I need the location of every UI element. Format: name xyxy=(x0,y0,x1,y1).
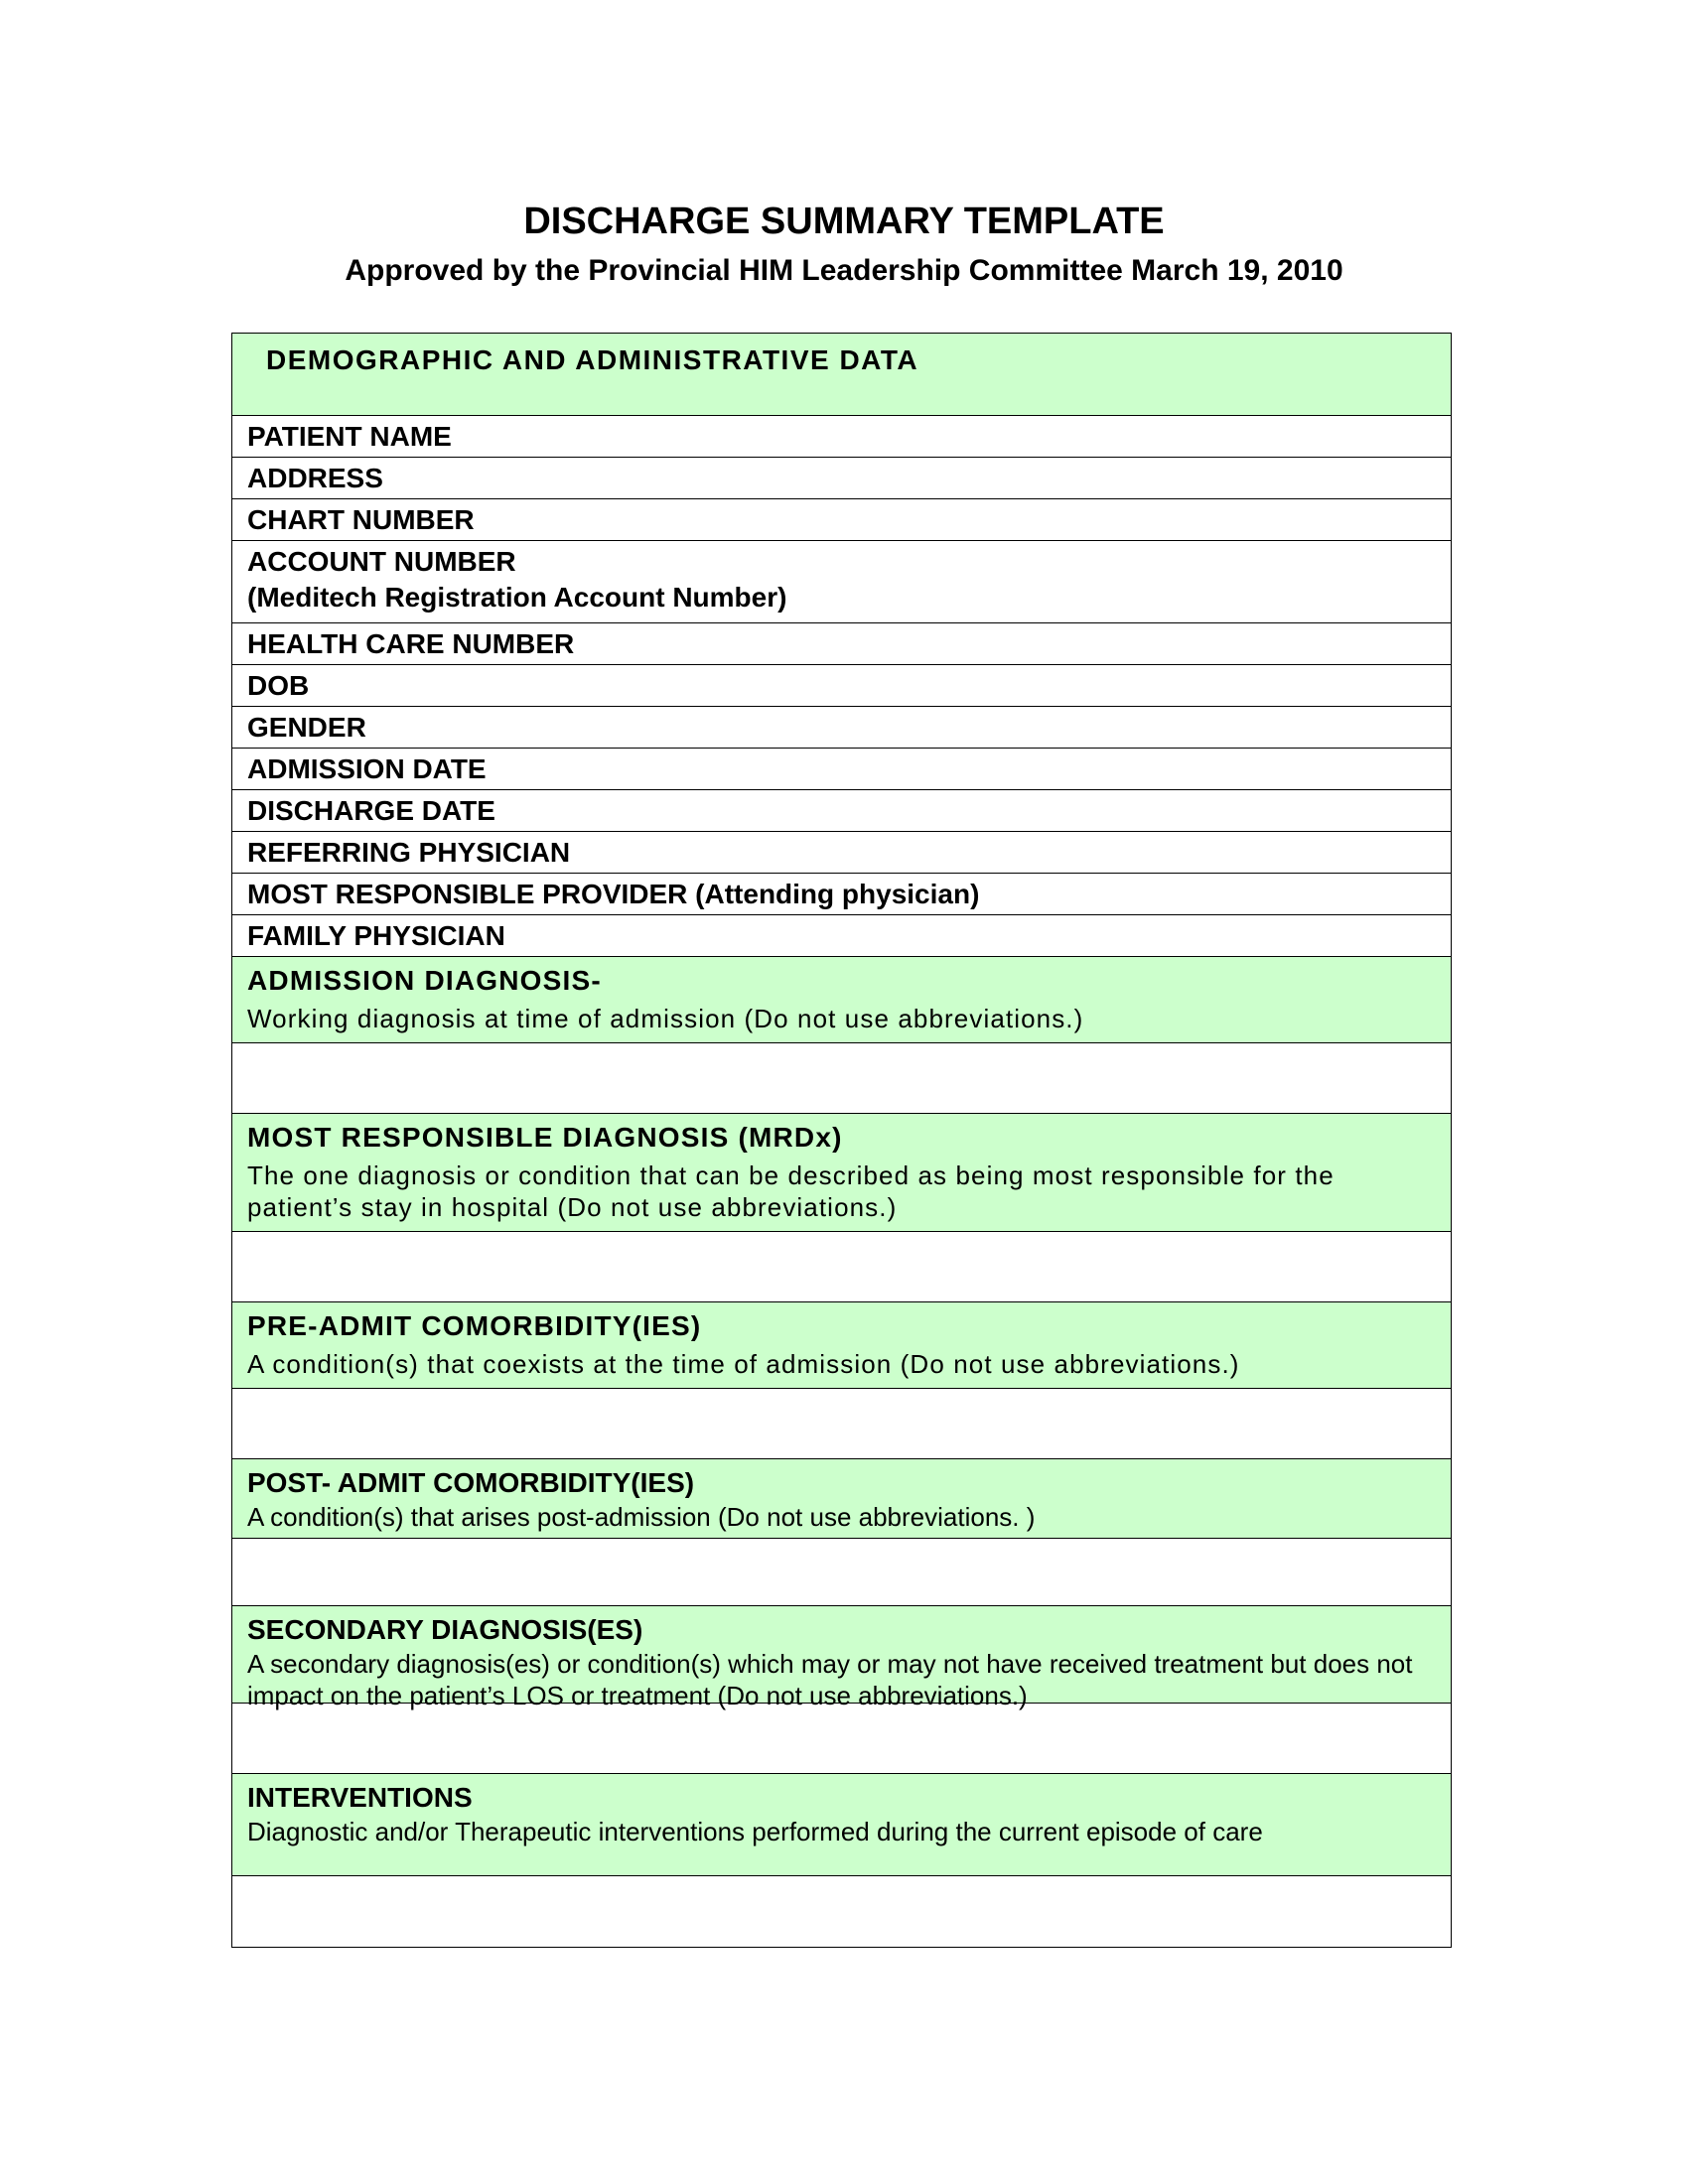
interventions-entry[interactable] xyxy=(232,1876,1451,1947)
interventions-header xyxy=(232,1774,1451,1876)
secondary-diagnosis-description: A secondary diagnosis(es) or condition(s) which may or may not have received treatment but does not impact on the patient’s LOS or treatment (Do not use abbreviations.) xyxy=(247,1649,1413,1710)
admission-date-label: ADMISSION DATE xyxy=(247,753,487,784)
interventions-description: Diagnostic and/or Therapeutic interventions performed during the current episode of care xyxy=(247,1817,1263,1846)
document-subtitle: Approved by the Provincial HIM Leadership Committee March 19, 2010 xyxy=(345,254,1343,287)
admission-diagnosis-title: ADMISSION DIAGNOSIS- xyxy=(247,965,602,996)
post-admit-comorbidity-title: POST- ADMIT COMORBIDITY(IES) xyxy=(247,1467,695,1498)
document-header xyxy=(0,199,1688,290)
pre-admit-comorbidity-title: PRE-ADMIT COMORBIDITY(IES) xyxy=(247,1310,702,1341)
referring-physician-field[interactable] xyxy=(232,832,1451,874)
family-physician-label: FAMILY PHYSICIAN xyxy=(247,920,505,951)
document-title: DISCHARGE SUMMARY TEMPLATE xyxy=(523,201,1165,242)
mrdx-title: MOST RESPONSIBLE DIAGNOSIS (MRDx) xyxy=(247,1122,843,1153)
dob-label: DOB xyxy=(247,670,310,701)
discharge-date-label: DISCHARGE DATE xyxy=(247,795,495,826)
gender-label: GENDER xyxy=(247,712,366,743)
health-care-number-field[interactable] xyxy=(232,623,1451,665)
admission-diagnosis-description: Working diagnosis at time of admission (Do not use abbreviations.) xyxy=(247,1004,1084,1033)
mrdx-description: The one diagnosis or condition that can be described as being most responsible for the patient’s stay in hospital (Do not use abbreviations.) xyxy=(247,1160,1335,1222)
admission-date-field[interactable] xyxy=(232,749,1451,790)
patient-name-field[interactable] xyxy=(232,416,1451,458)
admission-diagnosis-header xyxy=(232,957,1451,1043)
pre-admit-comorbidity-header xyxy=(232,1302,1451,1389)
health-care-number-label: HEALTH CARE NUMBER xyxy=(247,628,575,659)
secondary-diagnosis-entry[interactable] xyxy=(232,1704,1451,1774)
pre-admit-comorbidity-description: A condition(s) that coexists at the time of admission (Do not use abbreviations.) xyxy=(247,1349,1240,1379)
discharge-date-field[interactable] xyxy=(232,790,1451,832)
interventions-title: INTERVENTIONS xyxy=(247,1782,473,1813)
dob-field[interactable] xyxy=(232,665,1451,707)
chart-number-label: CHART NUMBER xyxy=(247,504,475,535)
gender-field[interactable] xyxy=(232,707,1451,749)
patient-name-label: PATIENT NAME xyxy=(247,421,452,452)
address-field[interactable] xyxy=(232,458,1451,499)
secondary-diagnosis-title: SECONDARY DIAGNOSIS(ES) xyxy=(247,1614,643,1645)
most-responsible-provider-field[interactable] xyxy=(232,874,1451,915)
mrdx-entry[interactable] xyxy=(232,1232,1451,1302)
post-admit-comorbidity-entry[interactable] xyxy=(232,1539,1451,1606)
post-admit-comorbidity-header xyxy=(232,1459,1451,1539)
chart-number-field[interactable] xyxy=(232,499,1451,541)
secondary-diagnosis-header xyxy=(232,1606,1451,1710)
account-number-note: (Meditech Registration Account Number) xyxy=(247,582,787,613)
pre-admit-comorbidity-entry[interactable] xyxy=(232,1389,1451,1459)
referring-physician-label: REFERRING PHYSICIAN xyxy=(247,837,571,868)
discharge-summary-form xyxy=(231,333,1452,1948)
mrdx-header xyxy=(232,1114,1451,1232)
demographics-heading: DEMOGRAPHIC AND ADMINISTRATIVE DATA xyxy=(232,334,1451,416)
admission-diagnosis-entry[interactable] xyxy=(232,1043,1451,1114)
most-responsible-provider-label: MOST RESPONSIBLE PROVIDER (Attending physician) xyxy=(247,879,980,909)
address-label: ADDRESS xyxy=(247,463,383,493)
account-number-label: ACCOUNT NUMBER xyxy=(247,546,516,577)
post-admit-comorbidity-description: A condition(s) that arises post-admission (Do not use abbreviations. ) xyxy=(247,1502,1036,1532)
family-physician-field[interactable] xyxy=(232,915,1451,957)
account-number-field[interactable] xyxy=(232,541,1451,623)
